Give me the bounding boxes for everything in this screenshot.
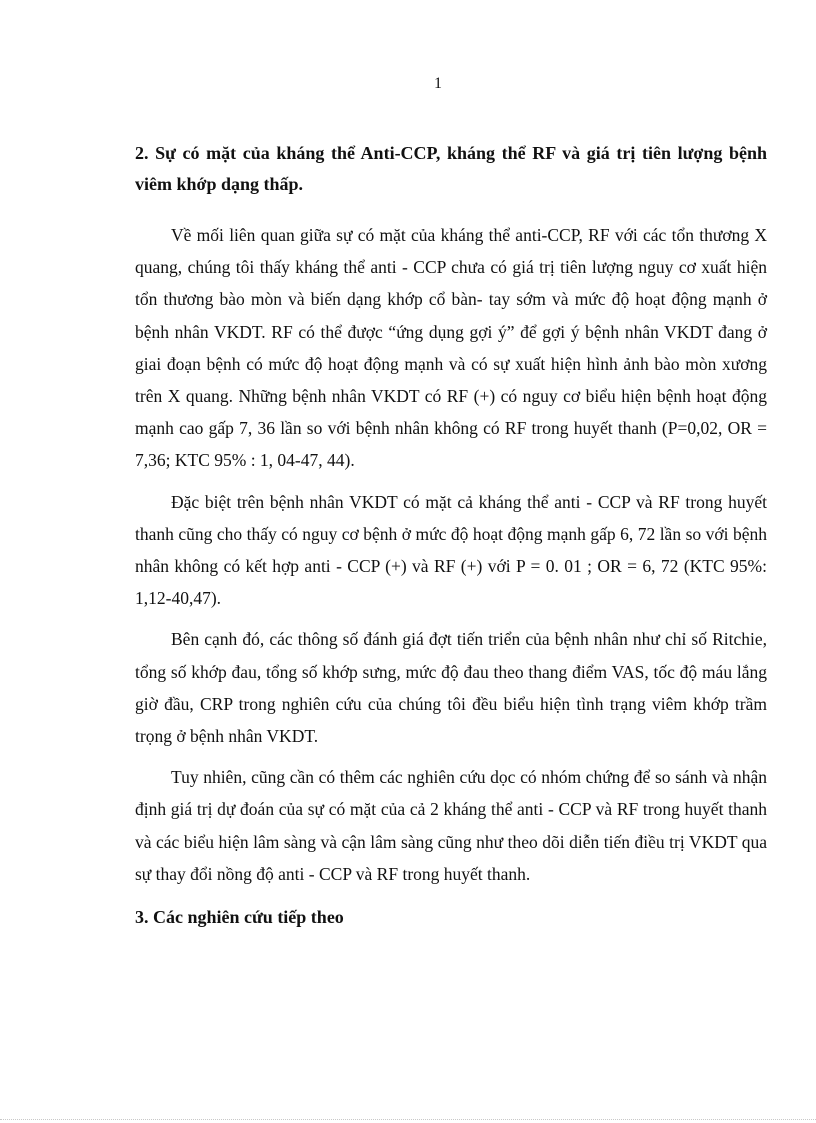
page-bottom-divider xyxy=(0,1119,816,1120)
page-number: 1 xyxy=(434,75,442,92)
section-2-heading: 2. Sự có mặt của kháng thể Anti-CCP, kháng thể RF và giá trị tiên lượng bệnh viêm khớp dạng thấp. xyxy=(135,143,767,194)
paragraph-combined-antibodies: Đặc biệt trên bệnh nhân VKDT có mặt cả kháng thể anti - CCP và RF trong huyết thanh cũng cho thấy có nguy cơ bệnh ở mức độ hoạt động mạnh gấp 6, 72 lần so với bệnh nhân không có kết hợp anti - CCP (+) và RF (+) với P = 0. 01 ; OR = 6, 72 (KTC 95%: 1,12-40,47). xyxy=(135,491,767,609)
document-body xyxy=(135,138,767,933)
paragraph-antibody-xray: Về mối liên quan giữa sự có mặt của kháng thể anti-CCP, RF với các tổn thương X quang, chúng tôi thấy kháng thể anti - CCP chưa có giá trị tiên lượng nguy cơ xuất hiện tổn thương bào mòn và biến dạng khớp cổ bàn- tay sớm và mức độ hoạt động mạnh ở bệnh nhân VKDT. RF có thể được “ứng dụng gợi ý” để gợi ý bệnh nhân VKDT đang ở giai đoạn bệnh có mức độ hoạt động mạnh và có sự xuất hiện hình ảnh bào mòn xương trên X quang. Những bệnh nhân VKDT có RF (+) có nguy cơ biểu hiện bệnh hoạt động mạnh cao gấp 7, 36 lần so với bệnh nhân không có RF trong huyết thanh (P=0,02, OR = 7,36; KTC 95% : 1, 04-47, 44). xyxy=(135,225,767,471)
paragraph-further-studies-needed: Tuy nhiên, cũng cần có thêm các nghiên cứu dọc có nhóm chứng để so sánh và nhận định giá trị dự đoán của sự có mặt của cả 2 kháng thể anti - CCP và RF trong huyết thanh và các biểu hiện lâm sàng và cận lâm sàng cũng như theo dõi diễn tiến điều trị VKDT qua sự thay đổi nồng độ anti - CCP và RF trong huyết thanh. xyxy=(135,767,767,884)
paragraph-disease-activity: Bên cạnh đó, các thông số đánh giá đợt tiến triển của bệnh nhân như chỉ số Ritchie, tổng số khớp đau, tổng số khớp sưng, mức độ đau theo thang điểm VAS, tốc độ máu lắng giờ đầu, CRP trong nghiên cứu của chúng tôi đều biểu hiện tình trạng viêm khớp trầm trọng ở bệnh nhân VKDT. xyxy=(135,629,767,747)
section-3-heading: 3. Các nghiên cứu tiếp theo xyxy=(135,907,344,928)
